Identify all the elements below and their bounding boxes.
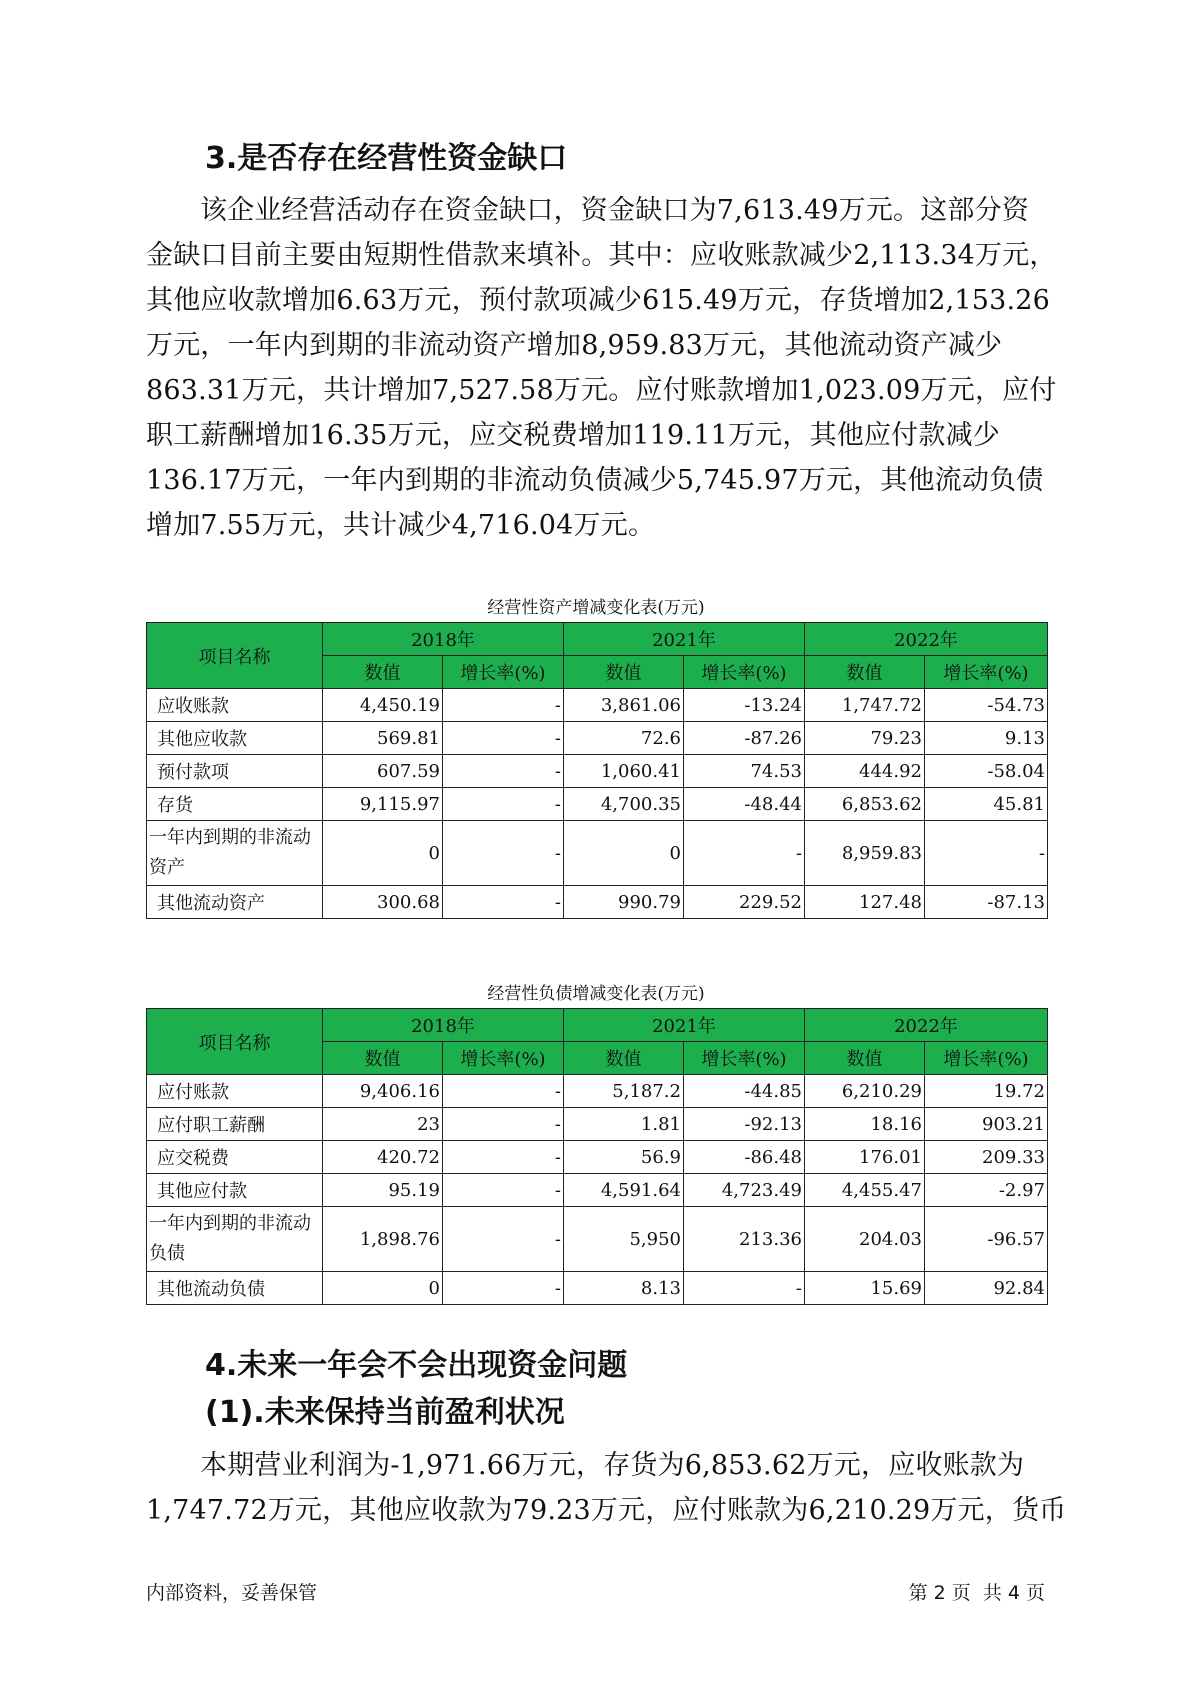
table-row <box>147 755 1048 788</box>
table-cell: 420.72 <box>323 1141 443 1174</box>
item-name-header: 项目名称 <box>147 1009 323 1075</box>
table-cell: 1.81 <box>564 1108 684 1141</box>
table-cell: 209.33 <box>925 1141 1048 1174</box>
table-row <box>147 1207 1048 1272</box>
rate-header: 增长率(%) <box>684 656 805 689</box>
row-name: 其他应付款 <box>147 1174 323 1207</box>
paragraph-line: 增加7.55万元，共计减少4,716.04万元。 <box>146 510 656 541</box>
table-cell: 45.81 <box>925 788 1048 821</box>
row-name: 其他应收款 <box>147 722 323 755</box>
table-cell: - <box>443 1174 564 1207</box>
table-cell: 4,455.47 <box>805 1174 925 1207</box>
row-name: 一年内到期的非流动资产 <box>147 821 323 886</box>
footer-page-number: 第 2 页 共 4 页 <box>908 1582 1045 1604</box>
table-cell: 4,700.35 <box>564 788 684 821</box>
table-cell: -13.24 <box>684 689 805 722</box>
table-cell: 8.13 <box>564 1272 684 1305</box>
row-name: 应收账款 <box>147 689 323 722</box>
table-cell: 0 <box>564 821 684 886</box>
section-3-paragraph <box>146 188 1057 548</box>
table-row <box>147 689 1048 722</box>
table-cell: 95.19 <box>323 1174 443 1207</box>
table-cell: 6,853.62 <box>805 788 925 821</box>
value-header: 数值 <box>805 1042 925 1075</box>
table-cell: 15.69 <box>805 1272 925 1305</box>
table-cell: 1,898.76 <box>323 1207 443 1272</box>
table-cell: - <box>443 1141 564 1174</box>
table-row <box>147 1075 1048 1108</box>
table-cell: 19.72 <box>925 1075 1048 1108</box>
table-cell: 92.84 <box>925 1272 1048 1305</box>
paragraph-line: 金缺口目前主要由短期性借款来填补。其中：应收账款减少2,113.34万元， <box>146 240 1057 271</box>
table-cell: - <box>443 1108 564 1141</box>
table-cell: -87.26 <box>684 722 805 755</box>
item-name-header: 项目名称 <box>147 623 323 689</box>
table-cell: 23 <box>323 1108 443 1141</box>
paragraph-line: 136.17万元，一年内到期的非流动负债减少5,745.97万元，其他流动负债 <box>146 465 1044 496</box>
table-cell: 1,747.72 <box>805 689 925 722</box>
table-cell: 79.23 <box>805 722 925 755</box>
section-3-heading: 3.是否存在经营性资金缺口 <box>205 141 568 176</box>
value-header: 数值 <box>805 656 925 689</box>
footer-left: 内部资料，妥善保管 <box>146 1582 318 1604</box>
table-cell: -86.48 <box>684 1141 805 1174</box>
table-row <box>147 821 1048 886</box>
table-cell: 9.13 <box>925 722 1048 755</box>
table-cell: -58.04 <box>925 755 1048 788</box>
table-cell: 4,591.64 <box>564 1174 684 1207</box>
table-cell: - <box>443 1272 564 1305</box>
section-4-subheading: (1).未来保持当前盈利状况 <box>205 1395 565 1430</box>
table-cell: -2.97 <box>925 1174 1048 1207</box>
table-cell: 607.59 <box>323 755 443 788</box>
paragraph-line: 863.31万元，共计增加7,527.58万元。应付账款增加1,023.09万元，应付 <box>146 375 1057 406</box>
value-header: 数值 <box>323 656 443 689</box>
year-header: 2018年 <box>323 623 564 656</box>
table-cell: 6,210.29 <box>805 1075 925 1108</box>
table-row <box>147 1141 1048 1174</box>
row-name: 应交税费 <box>147 1141 323 1174</box>
table-cell: - <box>443 722 564 755</box>
table-cell: 5,950 <box>564 1207 684 1272</box>
table-cell: 18.16 <box>805 1108 925 1141</box>
table-cell: - <box>443 689 564 722</box>
paragraph-line: 万元，一年内到期的非流动资产增加8,959.83万元，其他流动资产减少 <box>146 330 1003 361</box>
row-name: 其他流动资产 <box>147 886 323 919</box>
table-row <box>147 1272 1048 1305</box>
table-cell: - <box>925 821 1048 886</box>
paragraph-line: 其他应收款增加6.63万元，预付款项减少615.49万元，存货增加2,153.26 <box>146 285 1051 316</box>
table-cell: - <box>443 1075 564 1108</box>
table-row <box>147 886 1048 919</box>
paragraph-line: 职工薪酬增加16.35万元，应交税费增加119.11万元，其他应付款减少 <box>146 420 1000 451</box>
table-cell: 72.6 <box>564 722 684 755</box>
table-cell: -54.73 <box>925 689 1048 722</box>
table-cell: - <box>443 755 564 788</box>
table-cell: 444.92 <box>805 755 925 788</box>
table-cell: -92.13 <box>684 1108 805 1141</box>
row-name: 存货 <box>147 788 323 821</box>
table-cell: 9,115.97 <box>323 788 443 821</box>
table-row <box>147 722 1048 755</box>
table-cell: 3,861.06 <box>564 689 684 722</box>
paragraph-line: 1,747.72万元，其他应收款为79.23万元，应付账款为6,210.29万元，货币 <box>146 1495 1067 1526</box>
table-cell: 0 <box>323 1272 443 1305</box>
table-cell: 127.48 <box>805 886 925 919</box>
year-header: 2021年 <box>564 623 805 656</box>
table-cell: 300.68 <box>323 886 443 919</box>
table-cell: 4,450.19 <box>323 689 443 722</box>
rate-header: 增长率(%) <box>925 656 1048 689</box>
table-cell: - <box>443 1207 564 1272</box>
paragraph-line: 本期营业利润为-1,971.66万元，存货为6,853.62万元，应收账款为 <box>200 1450 1025 1481</box>
table-cell: 56.9 <box>564 1141 684 1174</box>
table-row <box>147 1174 1048 1207</box>
liabilities-table <box>146 1008 1048 1305</box>
row-name: 其他流动负债 <box>147 1272 323 1305</box>
value-header: 数值 <box>564 1042 684 1075</box>
table-cell: 74.53 <box>684 755 805 788</box>
table-cell: - <box>684 821 805 886</box>
year-header: 2018年 <box>323 1009 564 1042</box>
rate-header: 增长率(%) <box>925 1042 1048 1075</box>
year-header: 2021年 <box>564 1009 805 1042</box>
row-name: 应付职工薪酬 <box>147 1108 323 1141</box>
table-cell: -96.57 <box>925 1207 1048 1272</box>
year-header: 2022年 <box>805 1009 1048 1042</box>
table-cell: 229.52 <box>684 886 805 919</box>
rate-header: 增长率(%) <box>443 1042 564 1075</box>
table-cell: 903.21 <box>925 1108 1048 1141</box>
row-name: 应付账款 <box>147 1075 323 1108</box>
liabilities-table-caption: 经营性负债增减变化表(万元) <box>487 984 705 1004</box>
table-cell: 8,959.83 <box>805 821 925 886</box>
row-name: 预付款项 <box>147 755 323 788</box>
table-cell: 990.79 <box>564 886 684 919</box>
year-header: 2022年 <box>805 623 1048 656</box>
table-cell: - <box>684 1272 805 1305</box>
paragraph-line: 该企业经营活动存在资金缺口，资金缺口为7,613.49万元。这部分资 <box>200 195 1030 226</box>
value-header: 数值 <box>323 1042 443 1075</box>
table-cell: 176.01 <box>805 1141 925 1174</box>
table-cell: 213.36 <box>684 1207 805 1272</box>
table-cell: 204.03 <box>805 1207 925 1272</box>
table-cell: 1,060.41 <box>564 755 684 788</box>
section-4-heading: 4.未来一年会不会出现资金问题 <box>205 1348 628 1383</box>
assets-table-caption: 经营性资产增减变化表(万元) <box>487 598 705 618</box>
assets-table <box>146 622 1048 919</box>
table-cell: 4,723.49 <box>684 1174 805 1207</box>
table-cell: - <box>443 821 564 886</box>
row-name: 一年内到期的非流动负债 <box>147 1207 323 1272</box>
table-cell: -87.13 <box>925 886 1048 919</box>
table-cell: 0 <box>323 821 443 886</box>
value-header: 数值 <box>564 656 684 689</box>
table-cell: -44.85 <box>684 1075 805 1108</box>
table-row <box>147 1108 1048 1141</box>
table-cell: - <box>443 788 564 821</box>
table-cell: -48.44 <box>684 788 805 821</box>
table-row <box>147 788 1048 821</box>
table-cell: 9,406.16 <box>323 1075 443 1108</box>
table-cell: 569.81 <box>323 722 443 755</box>
table-cell: 5,187.2 <box>564 1075 684 1108</box>
section-4-paragraph <box>146 1443 1067 1533</box>
table-cell: - <box>443 886 564 919</box>
rate-header: 增长率(%) <box>443 656 564 689</box>
rate-header: 增长率(%) <box>684 1042 805 1075</box>
